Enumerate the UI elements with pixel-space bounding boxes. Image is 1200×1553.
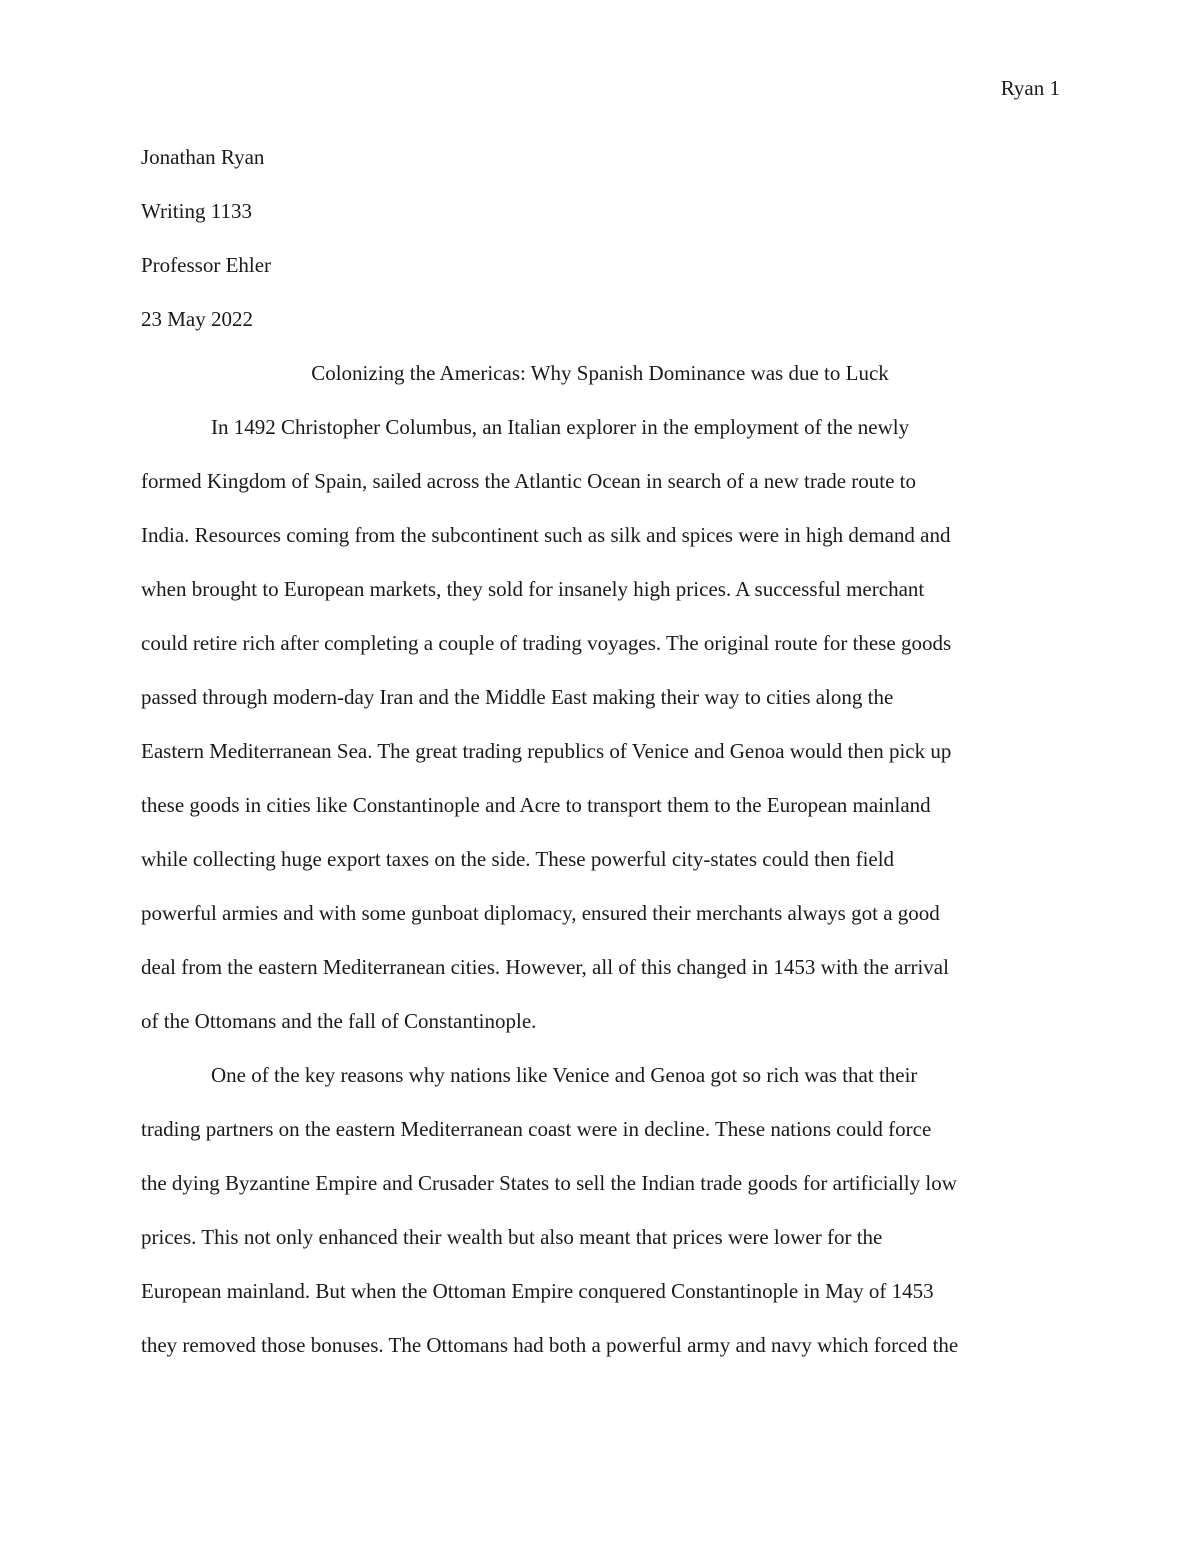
paragraph-line: India. Resources coming from the subcontinent such as silk and spices were in high demand and [141, 523, 951, 547]
author-name: Jonathan Ryan [141, 145, 265, 169]
paragraph-line: trading partners on the eastern Mediterranean coast were in decline. These nations could force [141, 1117, 932, 1141]
paragraph-line: In 1492 Christopher Columbus, an Italian explorer in the employment of the newly [211, 415, 910, 439]
instructor-name: Professor Ehler [141, 253, 272, 277]
paper-title: Colonizing the Americas: Why Spanish Dominance was due to Luck [311, 361, 889, 385]
paragraph-line: One of the key reasons why nations like Venice and Genoa got so rich was that their [211, 1063, 918, 1087]
paragraph-line: passed through modern-day Iran and the Middle East making their way to cities along the [141, 685, 894, 709]
paragraph-line: Eastern Mediterranean Sea. The great trading republics of Venice and Genoa would then pick up [141, 739, 952, 763]
paragraph-line: could retire rich after completing a couple of trading voyages. The original route for these goods [141, 631, 952, 655]
paragraph-line: of the Ottomans and the fall of Constantinople. [141, 1009, 537, 1033]
paragraph-line: while collecting huge export taxes on the side. These powerful city-states could then field [141, 847, 895, 871]
paragraph-line: when brought to European markets, they sold for insanely high prices. A successful merchant [141, 577, 925, 601]
paragraph-line: these goods in cities like Constantinople and Acre to transport them to the European mainland [141, 793, 931, 817]
paper-date: 23 May 2022 [141, 307, 253, 331]
paragraph-line: powerful armies and with some gunboat diplomacy, ensured their merchants always got a good [141, 901, 940, 925]
paragraph-line: European mainland. But when the Ottoman Empire conquered Constantinople in May of 1453 [141, 1279, 934, 1303]
paragraph-line: prices. This not only enhanced their wealth but also meant that prices were lower for the [141, 1225, 883, 1249]
paragraph-line: the dying Byzantine Empire and Crusader States to sell the Indian trade goods for artificially low [141, 1171, 957, 1195]
running-head: Ryan 1 [1000, 76, 1060, 100]
course-name: Writing 1133 [141, 199, 252, 223]
paragraph-line: deal from the eastern Mediterranean cities. However, all of this changed in 1453 with the arrival [141, 955, 949, 979]
paragraph-line: formed Kingdom of Spain, sailed across the Atlantic Ocean in search of a new trade route to [141, 469, 917, 493]
paragraph-line: they removed those bonuses. The Ottomans had both a powerful army and navy which forced the [141, 1333, 959, 1357]
